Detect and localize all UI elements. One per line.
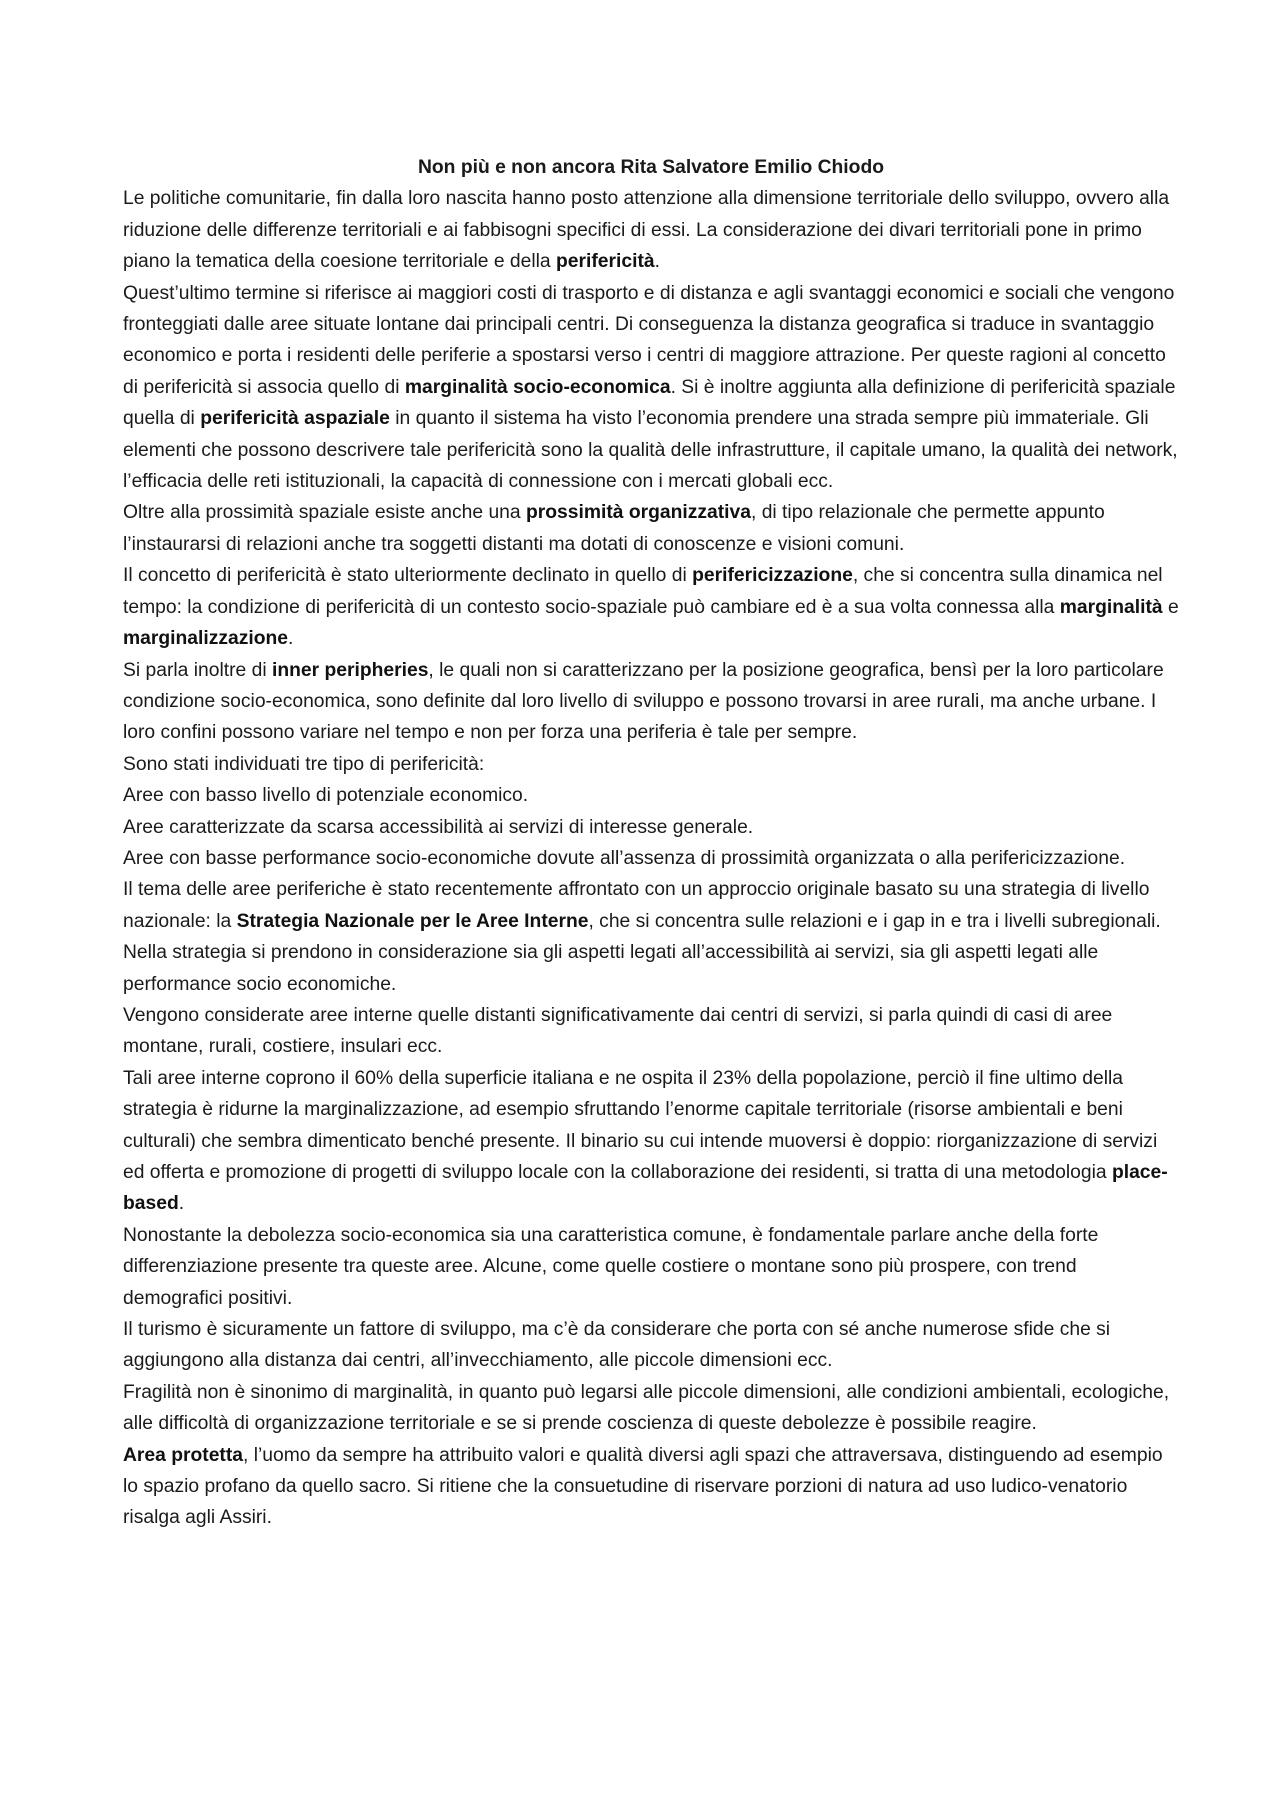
- text-run: , che si concentra sulle relazioni e i gap in e tra i livelli subregionali. Nella strategia si prendono in considerazione sia gli aspetti legati all’accessibilità ai servizi, sia gli aspetti legati alle performance socio economiche.: [123, 910, 1161, 995]
- paragraph-list: [123, 183, 1179, 1533]
- text-run: Nonostante la debolezza socio-economica sia una caratteristica comune, è fondamentale parlare anche della forte differenziazione presente tra queste aree. Alcune, come quelle costiere o montane sono più prospere, con trend demografici positivi.: [123, 1224, 1099, 1309]
- paragraph: [123, 749, 1179, 780]
- text-run: Oltre alla prossimità spaziale esiste anche una: [123, 502, 526, 524]
- bold-term: place-based: [123, 1162, 1168, 1215]
- bold-term: inner peripheries: [271, 659, 429, 681]
- paragraph: [123, 497, 1179, 560]
- text-run: Il turismo è sicuramente un fattore di sviluppo, ma c’è da considerare che porta con sé anche numerose sfide che si aggiungono alla distanza dai centri, all’invecchiamento, alle piccole dimensioni ecc.: [123, 1319, 1111, 1372]
- text-run: Tali aree interne coprono il 60% della superficie italiana e ne ospita il 23% della popolazione, perciò il fine ultimo della strategia è ridurne la marginalizzazione, ad esempio sfruttando l’enorme capitale territoriale (risorse ambientali e beni culturali) che sembra dimenticato benché presente. Il binario su cui intende muoversi è doppio: riorganizzazione di servizi ed offerta e promozione di progetti di sviluppo locale con la collaborazione dei residenti, si tratta di una metodologia: [123, 1067, 1158, 1183]
- paragraph: [123, 1314, 1179, 1377]
- paragraph: [123, 278, 1179, 498]
- text-run: in quanto il sistema ha visto l’economia prendere una strada sempre più immateriale. Gli elementi che possono descrivere tale perifericità sono la qualità delle infrastrutture, il capitale umano, la qualità dei network, l’efficacia delle reti istituzionali, la capacità di connessione con i mercati globali ecc.: [123, 408, 1178, 493]
- text-run: Le politiche comunitarie, fin dalla loro nascita hanno posto attenzione alla dimensione territoriale dello sviluppo, ovvero alla riduzione delle differenze territoriali e ai fabbisogni specifici di essi. La considerazione dei divari territoriali pone in primo piano la tematica della coesione territoriale e della: [123, 188, 1170, 273]
- paragraph: [123, 560, 1179, 654]
- bold-term: Area protetta: [123, 1444, 243, 1466]
- text-run: .: [288, 628, 294, 650]
- text-run: Vengono considerate aree interne quelle distanti significativamente dai centri di servizi, si parla quindi di casi di aree montane, rurali, costiere, insulari ecc.: [123, 1004, 1113, 1058]
- text-run: .: [178, 1193, 185, 1215]
- bold-term: marginalità socio-economica: [404, 376, 671, 398]
- bold-term: marginalizzazione: [123, 628, 289, 650]
- paragraph: [123, 1440, 1179, 1534]
- text-run: Sono stati individuati tre tipo di perifericità:: [123, 753, 485, 775]
- bold-term: marginalità: [1059, 596, 1163, 618]
- text-run: , che si concentra sulla dinamica nel tempo: la condizione di perifericità di un contesto socio-spaziale può cambiare ed è a sua volta connessa alla: [123, 565, 1163, 618]
- text-run: , di tipo relazionale che permette appunto l’instaurarsi di relazioni anche tra soggetti distanti ma dotati di conoscenze e visioni comuni.: [123, 502, 1105, 555]
- text-run: Aree con basse performance socio-economiche dovute all’assenza di prossimità organizzata o alla perifericizzazione.: [123, 847, 1126, 869]
- text-run: Fragilità non è sinonimo di marginalità, in quanto può legarsi alle piccole dimensioni, alle condizioni ambientali, ecologiche, alle difficoltà di organizzazione territoriale e se si prende coscienza di queste debolezze è possibile reagire.: [123, 1381, 1170, 1435]
- text-run: Il concetto di perifericità è stato ulteriormente declinato in quello di: [123, 565, 693, 587]
- text-run: , l’uomo da sempre ha attribuito valori e qualità diversi agli spazi che attraversava, distinguendo ad esempio lo spazio profano da quello sacro. Si ritiene che la consuetudine di riservare porzioni di natura ad uso ludico-venatorio risalga agli Assiri.: [123, 1444, 1163, 1529]
- text-run: e: [1162, 596, 1179, 618]
- paragraph: [123, 1000, 1179, 1063]
- text-run: Aree con basso livello di potenziale economico.: [123, 785, 529, 807]
- paragraph: [123, 655, 1179, 749]
- text-run: Aree caratterizzate da scarsa accessibilità ai servizi di interesse generale.: [123, 816, 754, 838]
- bold-term: Strategia Nazionale per le Aree Interne: [236, 910, 589, 932]
- bold-term: prossimità organizzativa: [525, 502, 751, 524]
- document-title: Non più e non ancora Rita Salvatore Emilio Chiodo: [417, 157, 885, 178]
- text-run: .: [654, 251, 660, 273]
- paragraph: [123, 1377, 1179, 1440]
- text-run: , le quali non si caratterizzano per la posizione geografica, bensì per la loro particolare condizione socio-economica, sono definite dal loro livello di sviluppo e possono trovarsi in aree rurali, ma anche urbane. I loro confini possono variare nel tempo e non per forza una periferia è tale per sempre.: [123, 659, 1164, 744]
- paragraph: [123, 843, 1179, 874]
- paragraph: [123, 183, 1179, 277]
- paragraph: [123, 812, 1179, 843]
- bold-term: perifericità aspaziale: [200, 408, 390, 430]
- text-run: . Si è inoltre aggiunta alla definizione di perifericità spaziale quella di: [123, 376, 1176, 430]
- text-run: Si parla inoltre di: [123, 659, 272, 681]
- document-body: [123, 152, 1179, 1534]
- paragraph: [123, 780, 1179, 811]
- bold-term: perifericità: [556, 251, 655, 273]
- text-run: Quest’ultimo termine si riferisce ai maggiori costi di trasporto e di distanza e agli svantaggi economici e sociali che vengono fronteggiati dalle aree situate lontane dai principali centri. Di conseguenza la distanza geografica si traduce in svantaggio economico e porta i residenti delle periferie a spostarsi verso i centri di maggiore attrazione. Per queste ragioni al concetto di perifericità si associa quello di: [123, 282, 1175, 398]
- paragraph: [123, 1063, 1179, 1220]
- bold-term: perifericizzazione: [692, 565, 853, 587]
- text-run: Il tema delle aree periferiche è stato recentemente affrontato con un approccio originale basato su una strategia di livello nazionale: la: [123, 879, 1150, 932]
- paragraph: [123, 874, 1179, 1000]
- paragraph: [123, 1220, 1179, 1314]
